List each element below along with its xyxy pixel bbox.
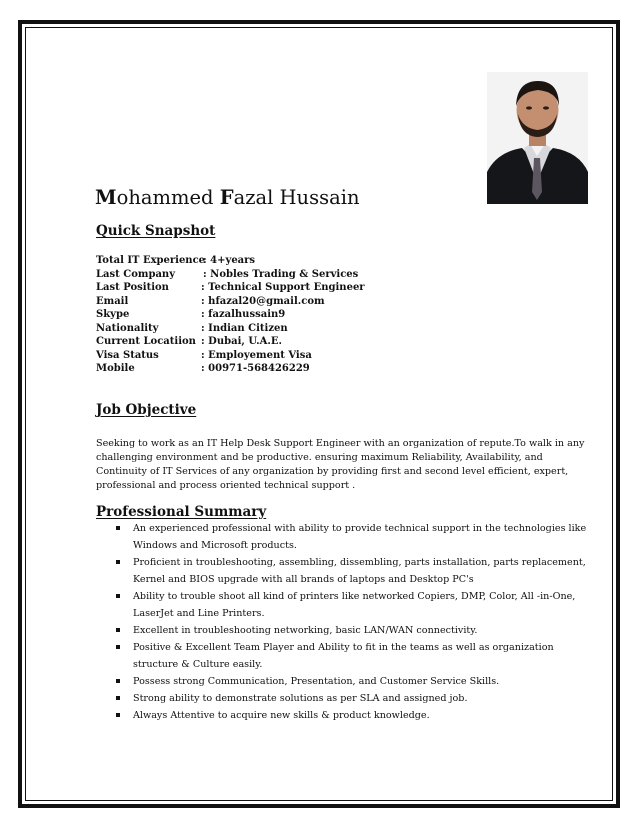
list-item bbox=[116, 673, 596, 690]
square-bullet-icon bbox=[116, 560, 120, 564]
snapshot-value: : fazalhussain9 bbox=[201, 309, 286, 320]
list-item bbox=[116, 690, 596, 707]
snapshot-label: Skype bbox=[96, 309, 130, 320]
summary-item-text: Positive & Excellent Team Player and Ability to fit in the teams as well as organization structure & Culture easily. bbox=[133, 642, 554, 670]
summary-item-text: Always Attentive to acquire new skills & product knowledge. bbox=[133, 710, 430, 721]
snapshot-value: : Employement Visa bbox=[201, 349, 312, 361]
name-initial-middle: F bbox=[219, 186, 234, 209]
professional-summary-heading: Professional Summary bbox=[96, 504, 267, 520]
snapshot-label: Nationality bbox=[96, 322, 159, 334]
summary-item-text: Excellent in troubleshooting networking, basic LAN/WAN connectivity. bbox=[133, 625, 478, 636]
snapshot-label: Current Locatiion bbox=[96, 336, 196, 347]
list-item bbox=[116, 588, 596, 622]
quick-snapshot-heading: Quick Snapshot bbox=[96, 223, 216, 239]
snapshot-label: Mobile bbox=[96, 363, 135, 374]
snapshot-value: : Dubai, U.A.E. bbox=[201, 336, 282, 347]
profile-photo bbox=[487, 72, 588, 204]
summary-item-text: Possess strong Communication, Presentation, and Customer Service Skills. bbox=[133, 676, 500, 687]
summary-item-text: Ability to trouble shoot all kind of printers like networked Copiers, DMP, Color, All -in-One, LaserJet and Line Printers. bbox=[133, 591, 576, 619]
square-bullet-icon bbox=[116, 679, 120, 683]
summary-item-text: Proficient in troubleshooting, assembling, dissembling, parts installation, parts replacement, Kernel and BIOS upgrade with all brands of laptops and Desktop PC's bbox=[133, 557, 586, 585]
name-first-rest: ohammed bbox=[116, 186, 220, 209]
job-objective-text: Seeking to work as an IT Help Desk Support Engineer with an organization of repute.To walk in any challenging environment and be productive. ensuring maximum Reliability, Availability, and Continuity of IT Services of any organization by providing first and second level efficient, expert, professional and process oriented technical support . bbox=[96, 438, 585, 491]
snapshot-label: Email bbox=[96, 295, 129, 307]
list-item bbox=[116, 707, 596, 724]
job-objective-heading: Job Objective bbox=[96, 402, 197, 418]
square-bullet-icon bbox=[116, 696, 120, 700]
snapshot-value: : 4+years bbox=[203, 255, 256, 266]
summary-item-text: Strong ability to demonstrate solutions as per SLA and assigned job. bbox=[133, 693, 468, 704]
snapshot-value: : Technical Support Engineer bbox=[201, 282, 365, 293]
square-bullet-icon bbox=[116, 645, 120, 649]
snapshot-label: Total IT Experience bbox=[96, 255, 206, 266]
square-bullet-icon bbox=[116, 628, 120, 632]
snapshot-value: : hfazal20@gmail.com bbox=[201, 295, 325, 307]
snapshot-value: : Indian Citizen bbox=[201, 322, 288, 334]
snapshot-label: Last Company bbox=[96, 268, 176, 280]
list-item bbox=[116, 622, 596, 639]
square-bullet-icon bbox=[116, 526, 120, 530]
snapshot-value: : 00971-568426229 bbox=[201, 363, 310, 374]
snapshot-label: Last Position bbox=[96, 282, 169, 293]
professional-summary-list bbox=[116, 520, 596, 724]
summary-item-text: An experienced professional with ability to provide technical support in the technologies like Windows and Microsoft products. bbox=[133, 523, 587, 551]
list-item bbox=[116, 520, 596, 554]
snapshot-label: Visa Status bbox=[96, 349, 159, 361]
name-initial-first: M bbox=[95, 186, 117, 209]
square-bullet-icon bbox=[116, 594, 120, 598]
square-bullet-icon bbox=[116, 713, 120, 717]
name-middle-rest: azal Hussain bbox=[233, 186, 360, 209]
snapshot-value: : Nobles Trading & Services bbox=[203, 268, 359, 280]
candidate-name bbox=[95, 186, 360, 209]
list-item bbox=[116, 639, 596, 673]
list-item bbox=[116, 554, 596, 588]
